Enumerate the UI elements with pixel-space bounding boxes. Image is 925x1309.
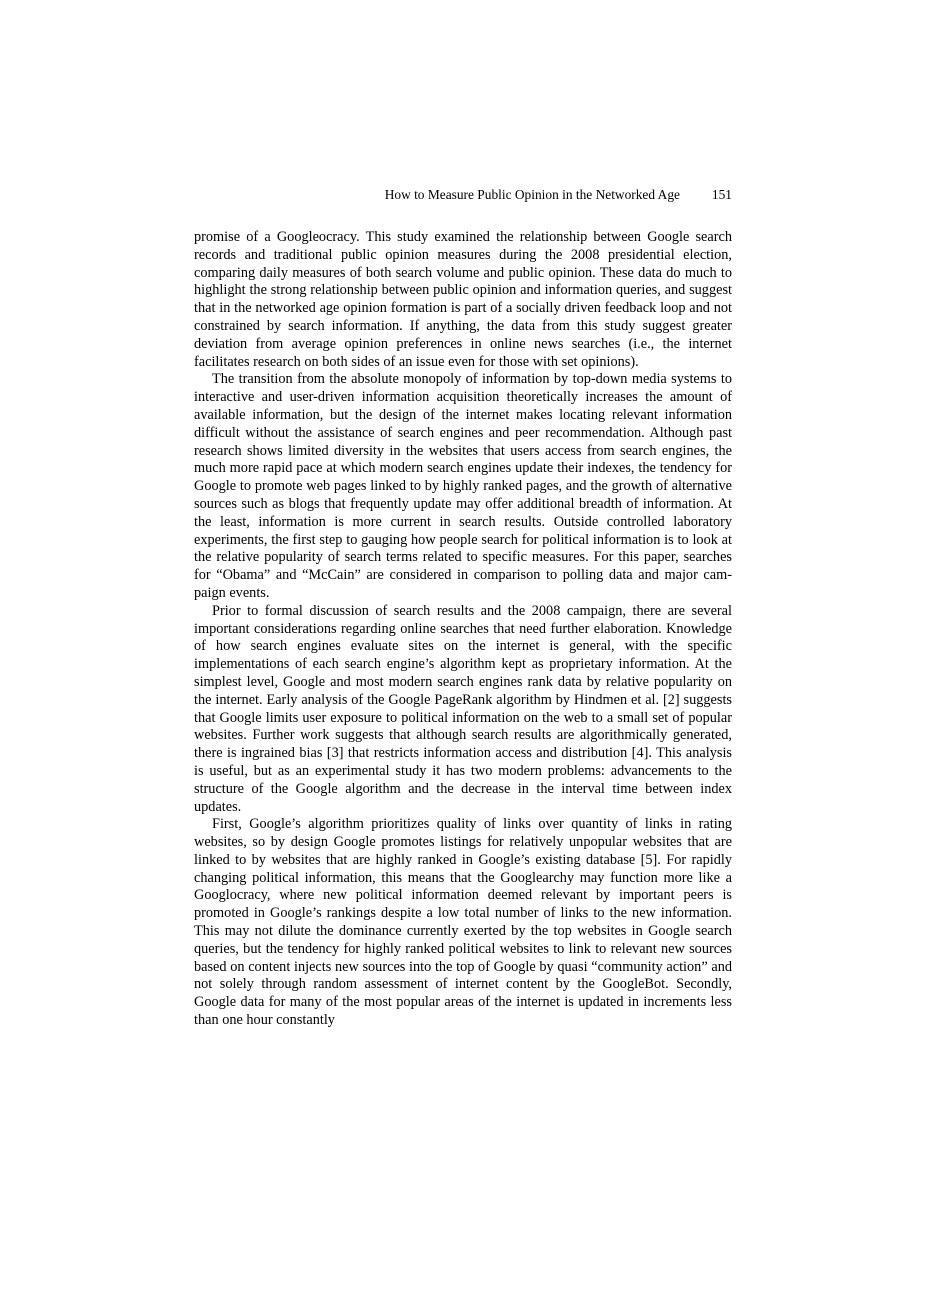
running-head-title: How to Measure Public Opinion in the Networked Age bbox=[384, 187, 680, 202]
page-number: 151 bbox=[711, 187, 732, 202]
body-text bbox=[194, 229, 732, 1030]
paragraph-2: The transition from the absolute monopoly of information by top-down media systems to interactive and user-driven information acquisition theoretically increases the amount of available information, but the design of the internet makes locating relevant information difficult without the assistance of search engines and peer recommendation. Although past research shows limited diversity in the websites that users access from search engines, the much more rapid pace at which modern search engines update their indexes, the tendency for Google to promote web pages linked to by highly ranked pages, and the growth of alternative sources such as blogs that frequently update may offer additional breadth of information. At the least, information is more current in search results. Outside controlled laboratory experiments, the first step to gauging how people search for political information is to look at the relative popularity of search terms related to specific measures. For this paper, searches for “Obama” and “McCain” are considered in comparison to polling data and major campaign events. bbox=[194, 371, 732, 601]
paragraph-1: promise of a Googleocracy. This study examined the relationship between Google search records and traditional public opinion measures during the 2008 presidential election, comparing daily measures of both search volume and public opinion. These data do much to highlight the strong relationship between public opinion and information queries, and suggest that in the networked age opinion formation is part of a socially driven feedback loop and not constrained by search information. If anything, the data from this study suggest greater deviation from average opinion preferences in online news searches (i.e., the internet facilitates research on both sides of an issue even for those with set opinions). bbox=[194, 229, 732, 370]
paragraph-3: Prior to formal discussion of search results and the 2008 campaign, there are several important considerations regarding online searches that need further elaboration. Knowledge of how search engines evaluate sites on the internet is general, with the specific implementations of each search engine’s algorithm kept as proprietary information. At the simplest level, Google and most modern search engines rank data by relative popularity on the internet. Early analysis of the Google PageRank algorithm by Hindmen et al. [2] suggests that Google limits user exposure to political information on the web to a small set of popular websites. Further work suggests that although search results are algorithmically generated, there is ingrained bias [3] that restricts information access and distribution [4]. This analysis is useful, but as an experimental study it has two modern problems: advancements to the structure of the Google algorithm and the decrease in the interval time between index updates. bbox=[194, 602, 732, 815]
paragraph-4: First, Google’s algorithm prioritizes quality of links over quantity of links in rating websites, so by design Google promotes listings for relatively unpopular websites that are linked to by websites that are highly ranked in Google’s existing database [5]. For rapidly changing political information, this means that the Googlearchy may function more like a Googlocracy, where new political information deemed relevant by important peers is promoted in Google’s rankings despite a low total number of links to the new information. This may not dilute the dominance currently exerted by the top websites in Google search queries, but the tendency for highly ranked political websites to link to relevant new sources based on content injects new sources into the top of Google by quasi “community action” and not solely through random assessment of internet content by the GoogleBot. Secondly, Google data for many of the most popular areas of the internet is updated in increments less than one hour constantly bbox=[194, 816, 732, 1029]
running-head bbox=[194, 185, 732, 205]
